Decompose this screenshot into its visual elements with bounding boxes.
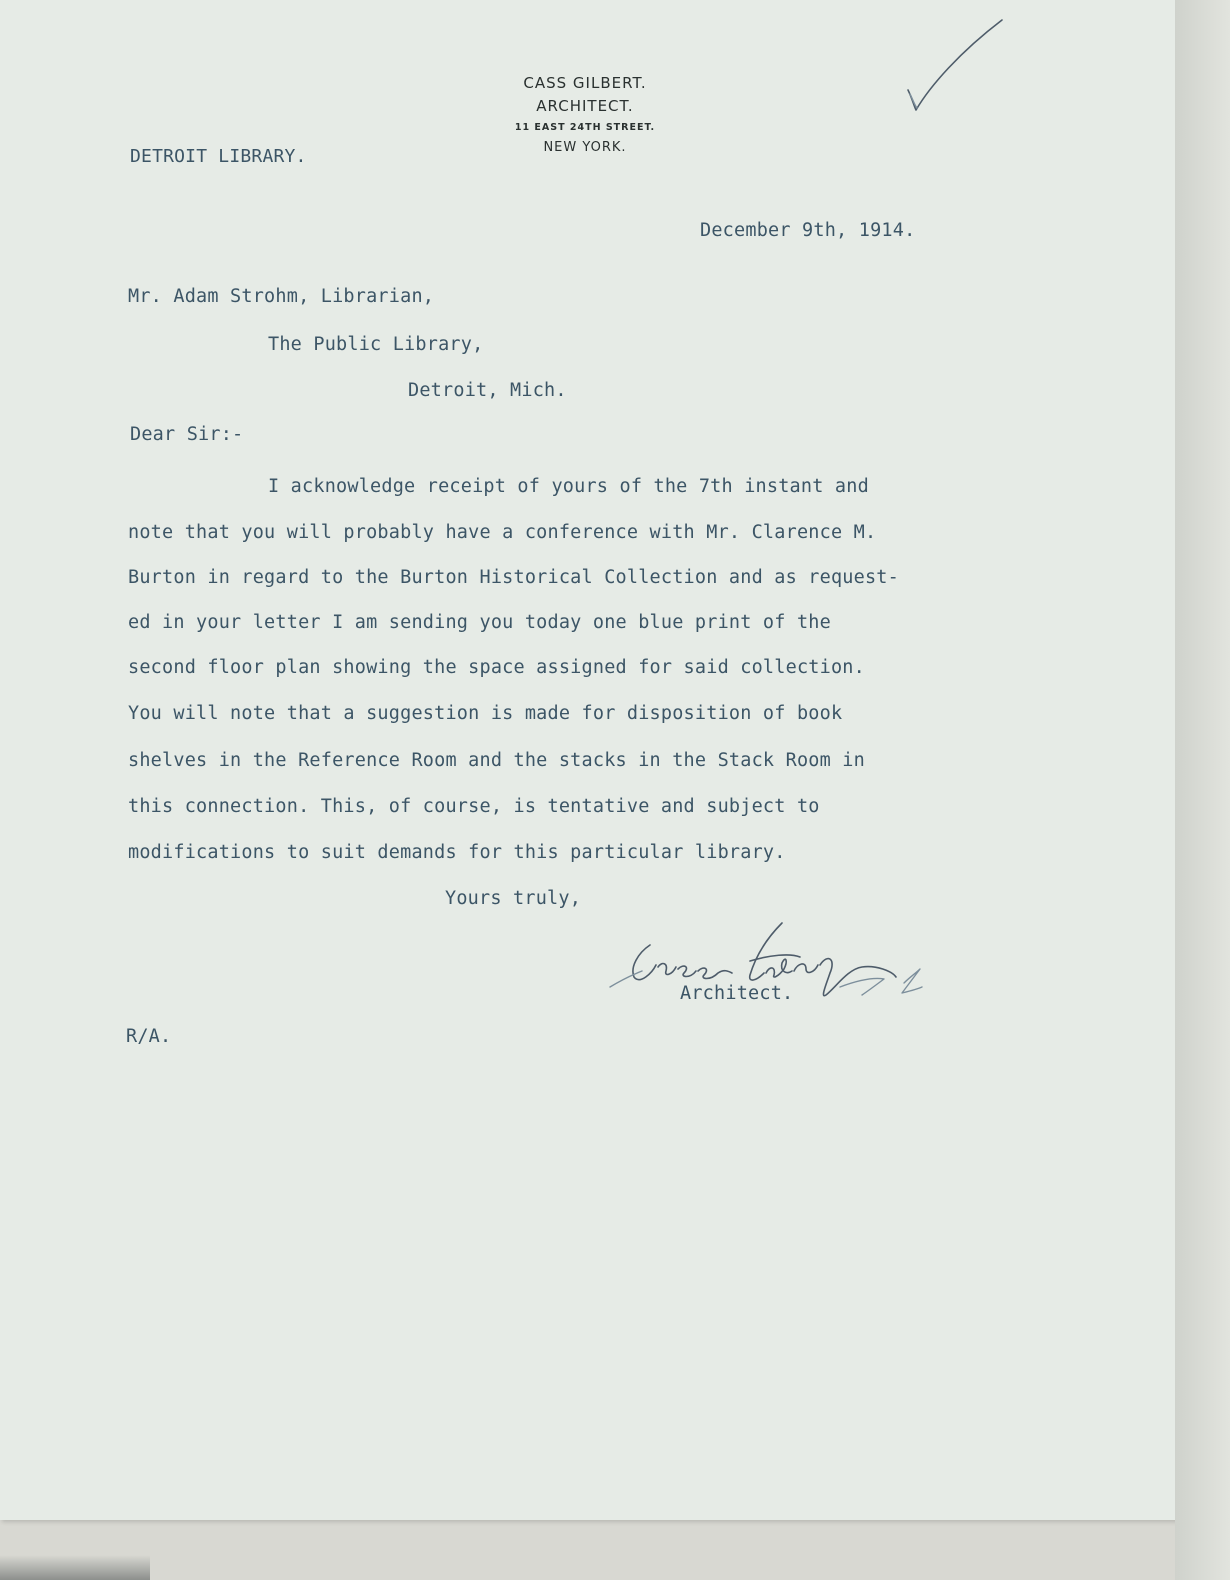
handwritten-check-mark: [900, 18, 1010, 118]
body-line: second floor plan showing the space assigned for said collection.: [128, 657, 865, 678]
body-line: You will note that a suggestion is made for disposition of book: [128, 703, 843, 724]
recipient-line-1: Mr. Adam Strohm, Librarian,: [128, 286, 435, 307]
reference-initials: R/A.: [126, 1026, 172, 1047]
letterhead: [470, 72, 700, 158]
salutation: Dear Sir:-: [130, 424, 244, 445]
body-line: I acknowledge receipt of yours of the 7th instant and: [268, 476, 869, 497]
page-edge: [1175, 0, 1230, 1580]
letterhead-name: CASS GILBERT.: [523, 74, 647, 92]
body-line: Burton in regard to the Burton Historical Collection and as request-: [128, 567, 899, 588]
signature-title: Architect.: [680, 983, 794, 1004]
body-line: note that you will probably have a conference with Mr. Clarence M.: [128, 522, 877, 543]
body-line: ed in your letter I am sending you today one blue print of the: [128, 612, 831, 633]
file-label: DETROIT LIBRARY.: [130, 146, 307, 167]
corner-shadow: [0, 1555, 150, 1580]
letterhead-city: NEW YORK.: [543, 140, 627, 155]
recipient-line-3: Detroit, Mich.: [408, 380, 567, 401]
recipient-line-2: The Public Library,: [268, 334, 484, 355]
letterhead-title: ARCHITECT.: [536, 97, 634, 115]
body-line: this connection. This, of course, is tentative and subject to: [128, 796, 820, 817]
body-line: shelves in the Reference Room and the stacks in the Stack Room in: [128, 750, 865, 771]
closing: Yours truly,: [445, 888, 582, 909]
letterhead-address: 11 EAST 24TH STREET.: [514, 122, 656, 133]
body-line: modifications to suit demands for this particular library.: [128, 842, 786, 863]
letter-date: December 9th, 1914.: [700, 220, 916, 241]
